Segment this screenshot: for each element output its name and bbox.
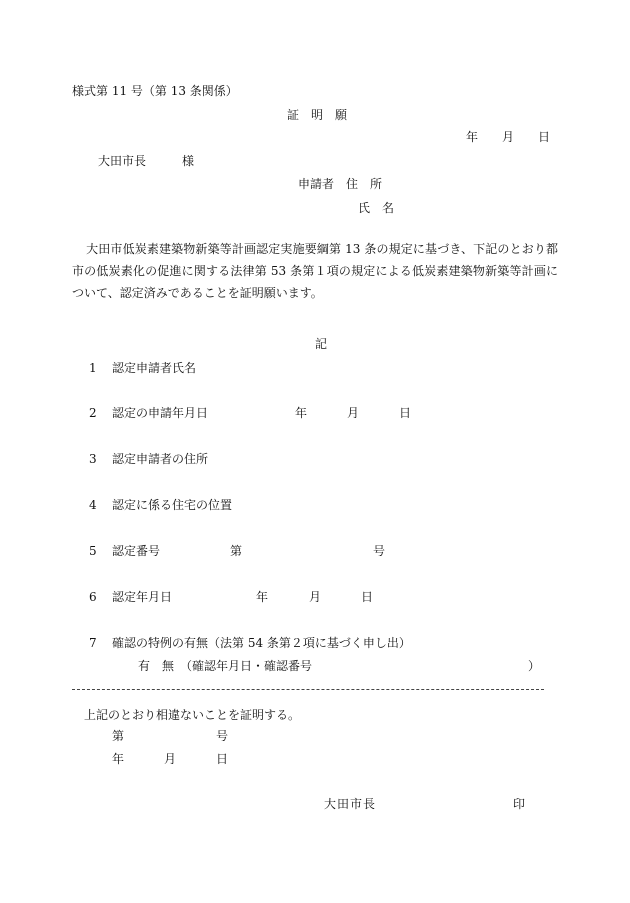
item-6-year: 年 (256, 590, 269, 604)
item-5-number: 5 (89, 544, 97, 558)
certificate-go: 号 (216, 729, 229, 743)
ki-heading: 記 (315, 337, 328, 351)
item-5-dai: 第 (230, 544, 243, 558)
form-number: 様式第 11 号（第 13 条関係） (72, 84, 238, 98)
item-7-close-paren: ） (528, 659, 541, 673)
item-6-number: 6 (89, 590, 97, 604)
certificate-day: 日 (216, 752, 229, 766)
date-line: 年 月 日 (466, 130, 551, 144)
certificate-year: 年 (112, 752, 125, 766)
item-7-sub: 有 無 （確認年月日・確認番号 (138, 659, 313, 673)
applicant-address-label: 申請者 住 所 (298, 177, 383, 191)
seal-mark: 印 (513, 797, 526, 811)
addressee: 大田市長 様 (98, 154, 195, 168)
item-2-label: 認定の申請年月日 (112, 406, 209, 420)
item-7-number: 7 (89, 636, 97, 650)
certificate-dai: 第 (112, 729, 125, 743)
item-3-number: 3 (89, 452, 97, 466)
item-2-number: 2 (89, 406, 97, 420)
item-2-month: 月 (347, 406, 360, 420)
document-title: 証 明 願 (287, 108, 348, 122)
item-4-label: 認定に係る住宅の位置 (112, 498, 233, 512)
certificate-month: 月 (164, 752, 177, 766)
request-body-content: 大田市低炭素建築物新築等計画認定実施要綱第 13 条の規定に基づき、下記のとおり都市の低炭素化の促進に関する法律第 53 条第１項の規定による低炭素建築物新築等計画について、認定済みであることを証明願います。 (72, 242, 558, 300)
item-5-label: 認定番号 (112, 544, 161, 558)
applicant-name-label: 氏 名 (358, 201, 395, 215)
item-2-day: 日 (399, 406, 412, 420)
certificate-mayor: 大田市長 (324, 797, 377, 811)
item-6-month: 月 (309, 590, 322, 604)
item-3-label: 認定申請者の住所 (112, 452, 209, 466)
item-5-go: 号 (373, 544, 386, 558)
item-6-day: 日 (361, 590, 374, 604)
item-4-number: 4 (89, 498, 97, 512)
item-1-number: 1 (89, 361, 97, 375)
request-body-text (72, 238, 558, 304)
dashed-divider (72, 689, 544, 690)
certificate-statement: 上記のとおり相違ないことを証明する。 (84, 708, 301, 722)
item-2-year: 年 (295, 406, 308, 420)
item-6-label: 認定年月日 (112, 590, 173, 604)
item-7-label: 確認の特例の有無（法第 54 条第２項に基づく申し出） (112, 636, 411, 650)
item-1-label: 認定申請者氏名 (112, 361, 197, 375)
